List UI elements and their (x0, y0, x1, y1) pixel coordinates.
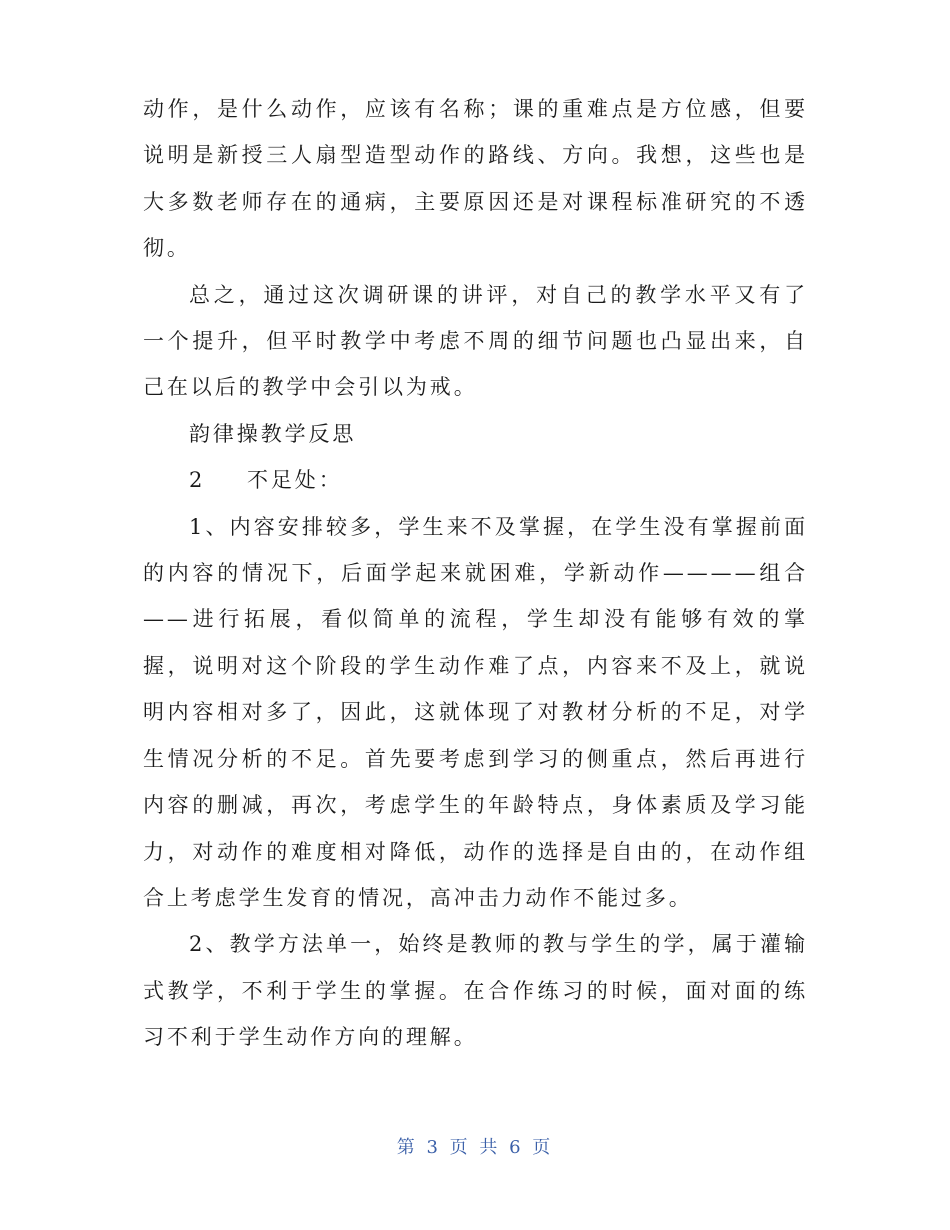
subsection-number: 2 (189, 468, 206, 493)
subsection-label (143, 457, 808, 503)
paragraph-summary: 总之，通过这次调研课的讲评，对自己的教学水平又有了一个提升，但平时教学中考虑不周的细节问题也凸显出来，自己在以后的教学中会引以为戒。 (143, 282, 808, 400)
document-body (143, 86, 808, 1061)
list-item-1: 1、内容安排较多，学生来不及掌握，在学生没有掌握前面的内容的情况下，后面学起来就困难，学新动作————组合——进行拓展，看似简单的流程，学生却没有能够有效的掌握，说明对这个阶段的学生动作难了点，内容来不及上，就说明内容相对多了，因此，这就体现了对教材分析的不足，对学生情况分析的不足。首先要考虑到学习的侧重点，然后再进行内容的删减，再次，考虑学生的年龄特点，身体素质及学习能力，对动作的难度相对降低，动作的选择是自由的，在动作组合上考虑学生发育的情况，高冲击力动作不能过多。 (143, 514, 808, 910)
page-number-footer: 第 3 页 共 6 页 (396, 1137, 554, 1158)
section-title: 韵律操教学反思 (189, 421, 357, 446)
paragraph-continuation: 动作，是什么动作，应该有名称；课的重难点是方位感，但要说明是新授三人扇型造型动作的路线、方向。我想，这些也是大多数老师存在的通病，主要原因还是对课程标准研究的不透彻。 (143, 97, 808, 261)
subsection-title: 不足处： (247, 468, 343, 493)
list-item-2: 2、教学方法单一，始终是教师的教与学生的学，属于灌输式教学，不利于学生的掌握。在合作练习的时候，面对面的练习不利于学生动作方向的理解。 (143, 932, 808, 1050)
